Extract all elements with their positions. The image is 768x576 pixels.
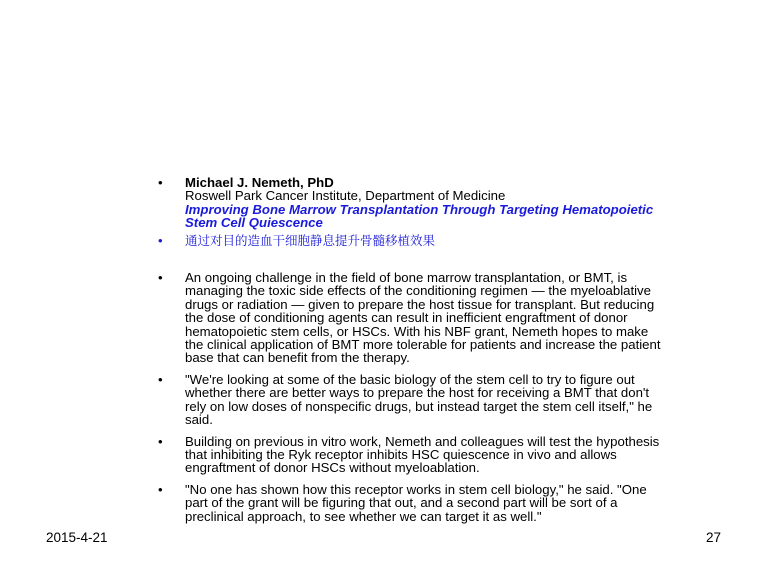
bullet-chinese-title (158, 234, 728, 247)
bullet-paragraph-4 (158, 483, 728, 523)
paragraph-line: preclinical approach, to see whether we can target it as well." (185, 508, 542, 524)
paragraph-line: said. (185, 412, 213, 428)
paragraph-line: engraftment of donor HSCs without myeloablation. (185, 460, 480, 476)
bullet-marker: • (158, 481, 163, 497)
paragraph-line: rely on low doses of nonspecific drugs, but instead target the stem cell itself," he (185, 398, 653, 414)
paragraph-line: managing the toxic side effects of the conditioning regimen — the myeloablative (185, 283, 651, 299)
paragraph-line: An ongoing challenge in the field of bone marrow transplantation, or BMT, is (185, 270, 628, 286)
bullet-list (158, 176, 728, 523)
paragraph-line: the dose of conditioning agents can result in inefficient engraftment of donor (185, 310, 628, 326)
paragraph-line: "No one has shown how this receptor works in stem cell biology," he said. "One (185, 481, 647, 497)
bullet-author (158, 176, 728, 230)
paragraph-line: base that can benefit from the therapy. (185, 350, 410, 366)
paragraph-line: "We're looking at some of the basic biology of the stem cell to try to figure out (185, 371, 635, 387)
project-title-line-1: Improving Bone Marrow Transplantation Through Targeting Hematopoietic (185, 201, 654, 217)
project-title-line-2: Stem Cell Quiescence (185, 215, 323, 231)
paragraph-line: drugs or radiation — given to prepare the host tissue for transplant. But reducing (185, 296, 655, 312)
paragraph-line: the clinical application of BMT more tolerable for patients and increase the patient (185, 337, 661, 353)
paragraph-line: whether there are better ways to prepare the host for receiving a BMT that don't (185, 385, 650, 401)
bullet-paragraph-3 (158, 435, 728, 475)
paragraph-line: that inhibiting the Ryk receptor inhibits HSC quiescence in vivo and allows (185, 446, 617, 462)
bullet-marker: • (158, 232, 163, 248)
chinese-title: 通过对目的造血干细胞静息提升骨髓移植效果 (185, 232, 436, 248)
paragraph-line: Building on previous in vitro work, Nemeth and colleagues will test the hypothesis (185, 433, 660, 449)
author-affiliation: Roswell Park Cancer Institute, Department of Medicine (185, 188, 506, 204)
bullet-marker: • (158, 433, 163, 449)
footer-date: 2015-4-21 (46, 530, 108, 545)
paragraph-line: part of the grant will be figuring that out, and a second part will be sort of a (185, 495, 618, 511)
paragraph-line: hematopoietic stem cells, or HSCs. With his NBF grant, Nemeth hopes to make (185, 323, 649, 339)
bullet-marker: • (158, 175, 163, 190)
bullet-paragraph-2 (158, 373, 728, 427)
bullet-paragraph-1 (158, 271, 728, 365)
bullet-marker: • (158, 270, 163, 286)
page-number: 27 (706, 530, 722, 545)
author-name: Michael J. Nemeth, PhD (185, 175, 334, 190)
bullet-marker: • (158, 371, 163, 387)
